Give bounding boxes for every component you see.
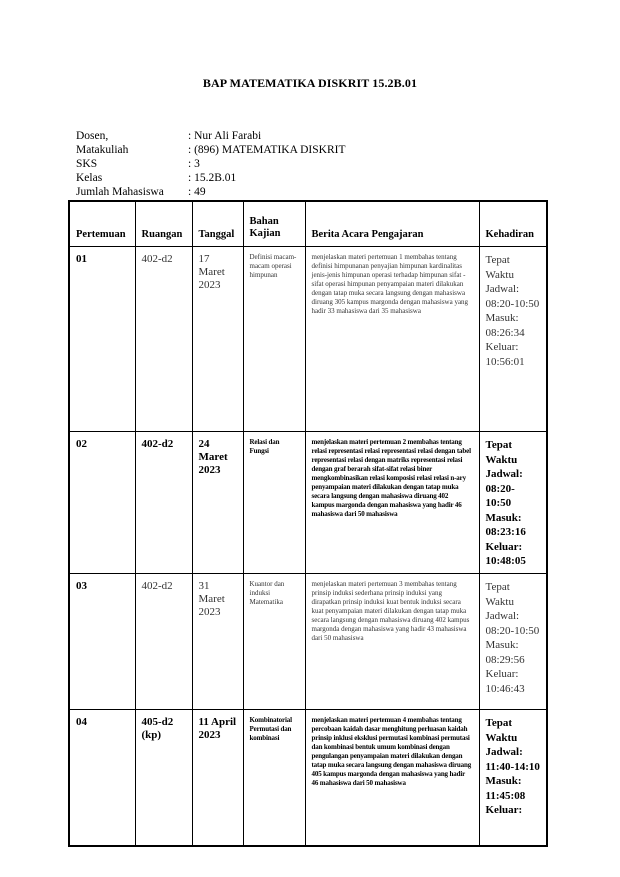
cell-pertemuan [69,710,135,847]
cell-pertemuan [69,247,135,432]
pertemuan-value: 04 [76,716,87,728]
info-row-dosen [76,129,345,143]
kehadiran-value: Tepat Waktu Jadwal: 08:20-10:50 Masuk: 08:29:56 Keluar: 10:46:43 [485,581,540,695]
bahan-value: Kombinatorial Permutasi dan kombinasi [249,716,292,742]
bahan-value: Kuantor dan induksi Matematika [249,580,285,606]
cell-kehadiran [479,574,547,710]
info-value: : 3 [188,158,200,170]
cell-bahan-kajian [243,574,305,710]
cell-kehadiran [479,247,547,432]
header-kehadiran: Kehadiran [479,201,547,247]
info-value: : (896) MATEMATIKA DISKRIT [188,144,346,156]
kehadiran-value: Tepat Waktu Jadwal: 08:20-10:50 Masuk: 08:23:16 Keluar: 10:48:05 [485,439,526,567]
pertemuan-value: 02 [76,438,87,450]
info-label: Matakuliah [76,144,129,156]
table-row [69,710,547,847]
cell-pertemuan [69,574,135,710]
cell-bahan-kajian [243,432,305,574]
kehadiran-value: Tepat Waktu Jadwal: 08:20-10:50 Masuk: 08:26:34 Keluar: 10:56:01 [485,254,540,368]
cell-kehadiran [479,710,547,847]
info-row-jumlah-mahasiswa [76,185,345,199]
cell-berita-acara [305,574,479,710]
cell-berita-acara [305,247,479,432]
info-value: : 49 [188,186,206,198]
cell-berita-acara [305,710,479,847]
ruangan-value: 402-d2 [141,580,173,592]
tanggal-value: 24 Maret 2023 [198,438,228,476]
kehadiran-value: Tepat Waktu Jadwal: 11:40-14:10 Masuk: 11:45:08 Keluar: [485,717,540,816]
info-label: Kelas [76,172,103,184]
info-label: Jumlah Mahasiswa [76,186,164,198]
tanggal-value: 31 Maret 2023 [198,580,225,618]
tanggal-value: 11 April 2023 [198,716,237,741]
berita-value: menjelaskan materi pertemuan 2 membahas tentang relasi representasi relasi representasi relasi dengan tabel representasi relasi dengan matriks representasi relasi dengan graf berarah sifat-sifat relasi biner mengkombinasikan relasi komposisi relasi relasi n-ary penyampaian materi dilakukan dengan tatap muka secara langsung dengan mahasiswa diruang 402 kampus margonda dengan mahasiswa yang hadir 46 mahasiswa dari 50 mahasiswa [311,438,471,518]
cell-bahan-kajian [243,710,305,847]
ruangan-value: 402-d2 [141,253,173,265]
cell-tanggal [192,710,243,847]
pertemuan-value: 03 [76,580,87,592]
info-row-sks [76,157,345,171]
header-berita-acara: Berita Acara Pengajaran [305,201,479,247]
info-row-kelas [76,171,345,185]
table-row [69,574,547,710]
berita-value: menjelaskan materi pertemuan 4 membahas tentang percobaan kaidah dasar menghitung perluasan kaidah prinsip inklusi eksklusi permutasi kombinasi permutasi dan kombinasi bentuk umum kombinasi dengan pengulangan penyampaian materi dilakukan dengan tatap muka secara langsung dengan mahasiswa diruang 405 kampus margonda dengan mahasiswa yang hadir 46 mahasiswa dari 50 mahasiswa [311,716,472,787]
table-row [69,432,547,574]
cell-ruangan [135,432,192,574]
header-pertemuan: Pertemuan [69,201,135,247]
info-row-matakuliah [76,143,345,157]
page-title: BAP MATEMATIKA DISKRIT 15.2B.01 [202,76,418,90]
bahan-value: Definisi macam-macam operasi himpunan [249,253,297,279]
ruangan-value: 402-d2 [141,438,174,450]
cell-tanggal [192,247,243,432]
header-bahan-kajian: Bahan Kajian [243,201,305,247]
cell-kehadiran [479,432,547,574]
table-row [69,247,547,432]
cell-tanggal [192,574,243,710]
info-value: : Nur Ali Farabi [188,130,262,142]
cell-ruangan [135,710,192,847]
cell-bahan-kajian [243,247,305,432]
cell-berita-acara [305,432,479,574]
bap-table [68,200,548,847]
info-label: Dosen, [76,130,109,142]
cell-tanggal [192,432,243,574]
table-header-row [69,201,547,247]
berita-value: menjelaskan materi pertemuan 1 membahas tentang definisi himpunanan penyajian himpunan kardinalitas jenis-jenis himpunan operasi terhadap himpunan sifat -sifat operasi himpunan penyampaian materi dilakukan dengan tatap muka secara langsung dengan mahasiswa diruang 305 kampus margonda dengan mahasiswa yang hadir 33 mahasiswa dari 35 mahasiswa [311,253,469,315]
berita-value: menjelaskan materi pertemuan 3 membahas tentang prinsip induksi sederhana prinsip induksi yang dirapatkan prinsip induksi kuat bentuk induksi secara kuat penyampaian materi dilakukan dengan tatap muka secara langsung dengan mahasiswa diruang 402 kampus margonda dengan mahasiswa yang hadir 43 mahasiswa dari 50 mahasiswa [311,580,470,642]
ruangan-value: 405-d2 (kp) [141,716,174,741]
info-value: : 15.2B.01 [188,172,237,184]
cell-ruangan [135,247,192,432]
bahan-value: Relasi dan Fungsi [249,438,280,455]
cell-pertemuan [69,432,135,574]
info-label: SKS [76,158,98,170]
tanggal-value: 17 Maret 2023 [198,253,225,291]
pertemuan-value: 01 [76,253,87,265]
header-ruangan: Ruangan [135,201,192,247]
cell-ruangan [135,574,192,710]
course-info [76,129,345,199]
header-tanggal: Tanggal [192,201,243,247]
